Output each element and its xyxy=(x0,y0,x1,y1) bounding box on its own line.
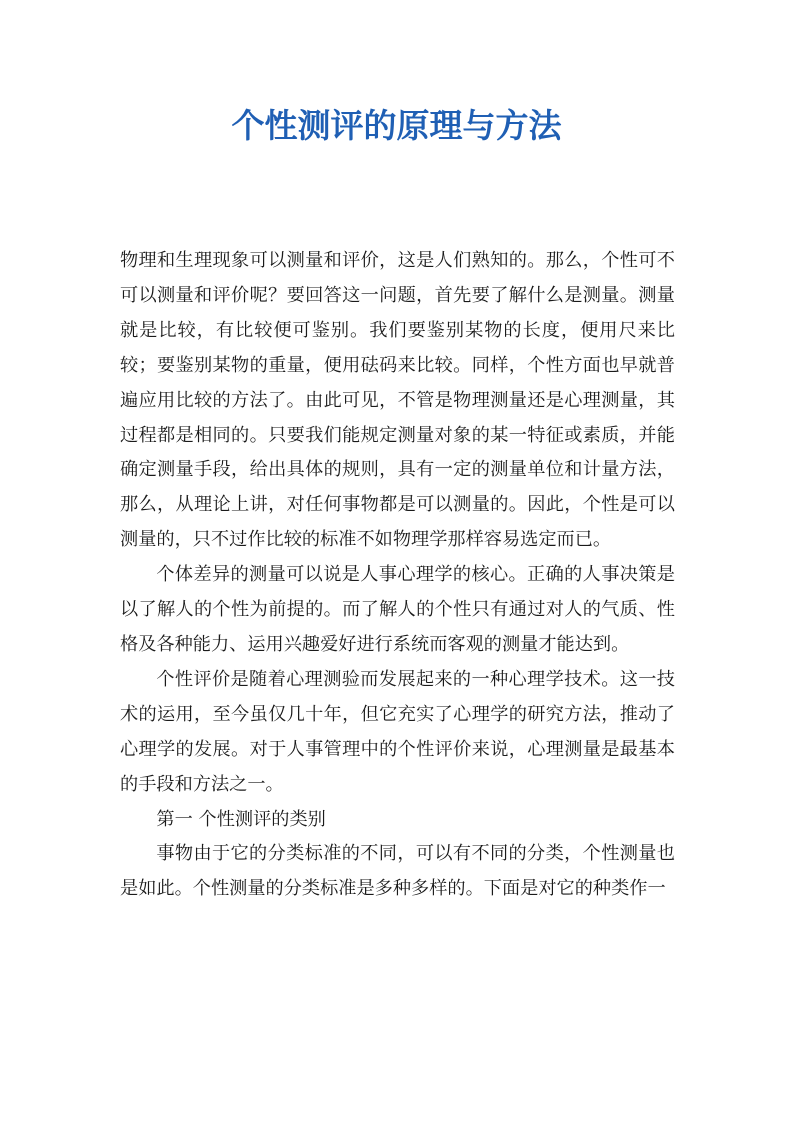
document-body xyxy=(120,244,675,907)
document-title: 个性测评的原理与方法 xyxy=(231,106,562,145)
paragraph-1: 物理和生理现象可以测量和评价，这是人们熟知的。那么，个性可不可以测量和评价呢？要回答这一问题，首先要了解什么是测量。测量就是比较，有比较便可鉴别。我们要鉴别某物的长度，便用尺来比较；要鉴别某物的重量，便用砝码来比较。同样，个性方面也早就普遍应用比较的方法了。由此可见，不管是物理测量还是心理测量，其过程都是相同的。只要我们能规定测量对象的某一特征或素质，并能确定测量手段，给出具体的规则，具有一定的测量单位和计量方法，那么，从理论上讲，对任何事物都是可以测量的。因此，个性是可以测量的，只不过作比较的标准不如物理学那样容易选定而已。 xyxy=(120,250,675,551)
paragraph-2: 个体差异的测量可以说是人事心理学的核心。正确的人事决策是以了解人的个性为前提的。而了解人的个性只有通过对人的气质、性格及各种能力、运用兴趣爱好进行系统而客观的测量才能达到。 xyxy=(120,564,675,655)
section-heading: 第一 个性测评的类别 xyxy=(156,808,326,830)
paragraph-3: 个性评价是随着心理测验而发展起来的一种心理学技术。这一技术的运用，至今虽仅几十年，但它充实了心理学的研究方法，推动了心理学的发展。对于人事管理中的个性评价来说，心理测量是最基本的手段和方法之一。 xyxy=(120,668,675,795)
paragraph-4: 事物由于它的分类标准的不同，可以有不同的分类，个性测量也是如此。个性测量的分类标准是多种多样的。下面是对它的种类作一 xyxy=(120,843,675,900)
